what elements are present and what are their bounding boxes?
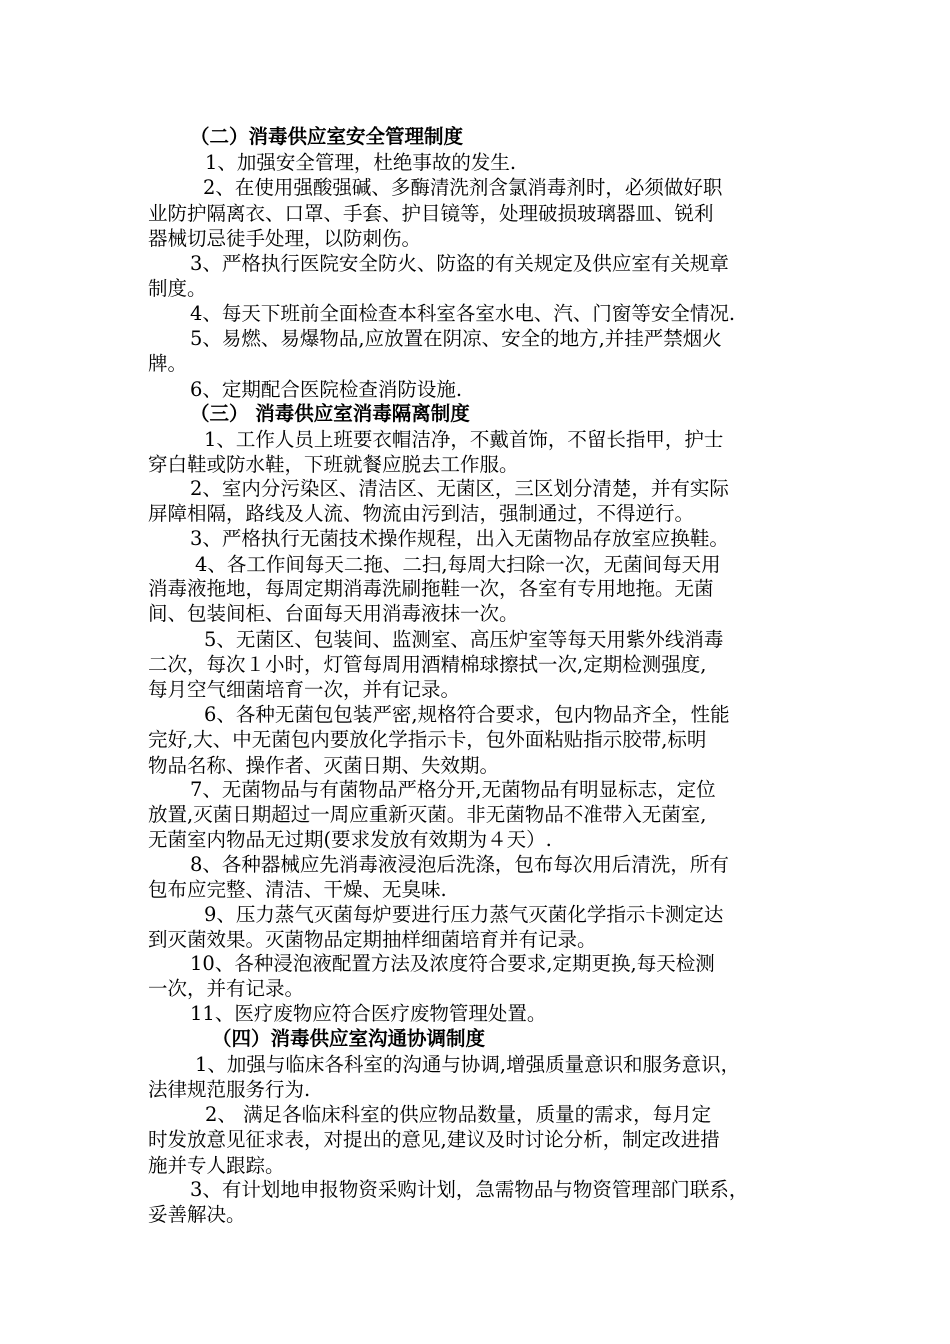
text-line: 5、易燃、易爆物品,应放置在阴凉、安全的地方,并挂严禁烟火 [190,327,722,350]
text-line: 穿白鞋或防水鞋，下班就餐应脱去工作服。 [148,453,519,476]
text-line: 间、包装间柜、台面每天用消毒液抹一次。 [148,602,519,625]
text-line: 2、在使用强酸强碱、多酶清洗剂含氯消毒剂时，必须做好职 [203,176,723,199]
text-line: 制度。 [148,277,207,300]
text-line: 牌。 [148,352,188,375]
text-line: 4、各工作间每天二拖、二扫,每周大扫除一次，无菌间每天用 [195,553,721,576]
text-line: 一次，并有记录。 [148,977,305,1000]
text-line: 1、加强安全管理，杜绝事故的发生. [205,151,517,174]
text-line: 7、无菌物品与有菌物品严格分开,无菌物品有明显标志，定位 [190,778,716,801]
text-line: 2、室内分污染区、清洁区、无菌区，三区划分清楚，并有实际 [190,477,729,500]
text-line: 包布应完整、清洁、干燥、无臭味. [148,878,447,901]
text-line: 5、无菌区、包装间、监测室、高压炉室等每天用紫外线消毒 [204,628,724,651]
section-heading: （四）消毒供应室沟通协调制度 [212,1027,486,1050]
text-line: 1、加强与临床各科室的沟通与协调,增强质量意识和服务意识， [195,1053,741,1076]
text-line: 到灭菌效果。灭菌物品定期抽样细菌培育并有记录。 [148,928,597,951]
text-line: 无菌室内物品无过期(要求发放有效期为４天）. [148,828,552,851]
text-line: 屏障相隔，路线及人流、物流由污到洁，强制通过，不得逆行。 [148,502,695,525]
section-heading: （三） 消毒供应室消毒隔离制度 [190,402,470,425]
text-line: 放置,灭菌日期超过一周应重新灭菌。非无菌物品不准带入无菌室, [148,803,707,826]
text-line: 3、有计划地申报物资采购计划，急需物品与物资管理部门联系， [190,1178,749,1201]
text-line: 8、各种器械应先消毒液浸泡后洗涤，包布每次用后清洗，所有 [190,853,729,876]
text-line: 消毒液拖地，每周定期消毒洗刷拖鞋一次，各室有专用地拖。无菌 [148,577,714,600]
text-line: 器械切忌徒手处理，以防刺伤。 [148,227,422,250]
text-line: 6、定期配合医院检查消防设施. [190,378,463,401]
text-line: 6、各种无菌包包装严密,规格符合要求，包内物品齐全，性能 [204,703,730,726]
text-line: 10、各种浸泡液配置方法及浓度符合要求,定期更换,每天检测 [190,952,715,975]
text-line: 二次，每次１小时，灯管每周用酒精棉球擦拭一次,定期检测强度, [148,653,707,676]
text-line: 1、工作人员上班要衣帽洁净，不戴首饰，不留长指甲，护士 [204,428,724,451]
text-line: 法律规范服务行为. [148,1078,311,1101]
text-line: 每月空气细菌培育一次，并有记录。 [148,678,461,701]
text-line: 妥善解决。 [148,1203,246,1226]
text-line: 施并专人跟踪。 [148,1154,285,1177]
text-line: 9、压力蒸气灭菌每炉要进行压力蒸气灭菌化学指示卡测定达 [204,903,724,926]
text-line: 完好,大、中无菌包内要放化学指示卡，包外面粘贴指示胶带,标明 [148,728,707,751]
text-line: 4、每天下班前全面检查本科室各室水电、汽、门窗等安全情况. [190,302,736,325]
section-heading: （二）消毒供应室安全管理制度 [190,125,464,148]
text-line: 3、严格执行医院安全防火、防盗的有关规定及供应室有关规章 [190,252,729,275]
text-line: 物品名称、操作者、灭菌日期、失效期。 [148,754,500,777]
text-line: 11、医疗废物应符合医疗废物管理处置。 [190,1002,547,1025]
text-line: 时发放意见征求表，对提出的意见,建议及时讨论分析，制定改进措 [148,1128,720,1151]
text-line: 业防护隔离衣、口罩、手套、护目镜等，处理破损玻璃器皿、锐利 [148,202,714,225]
text-line: 2、 满足各临床科室的供应物品数量，质量的需求，每月定 [205,1103,712,1126]
text-line: 3、严格执行无菌技术操作规程，出入无菌物品存放室应换鞋。 [190,527,729,550]
